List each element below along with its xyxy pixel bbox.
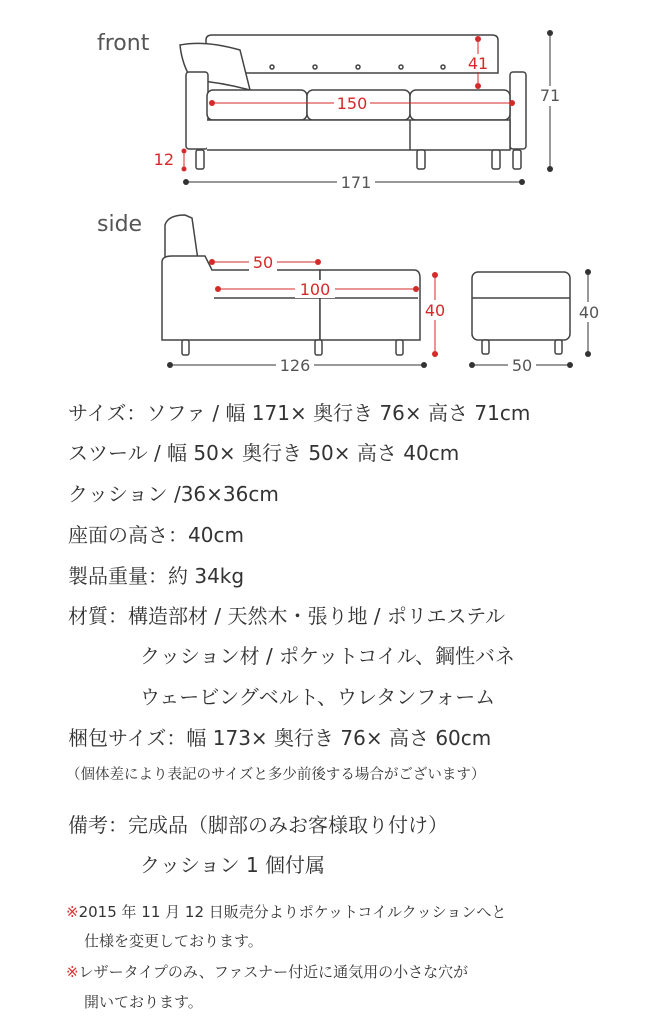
note-2 [66, 965, 468, 980]
tuft-button [313, 65, 317, 69]
front-leg [492, 150, 500, 169]
dim-seat-depth-top: 50 [252, 253, 274, 272]
dim-seat-width: 150 [336, 94, 368, 113]
spec-stool: スツール / 幅 50× 奥行き 50× 高さ 40cm [68, 441, 460, 465]
front-backrest [206, 35, 498, 73]
front-base [207, 120, 510, 150]
dim-stool-width: 50 [511, 356, 533, 375]
note-2-cont: 開いております。 [84, 993, 203, 1011]
dim-dot [215, 286, 221, 292]
dim-dot [183, 179, 189, 185]
dim-dot [413, 286, 419, 292]
tuft-button [399, 65, 403, 69]
dim-dot [585, 351, 591, 357]
dim-dot [182, 149, 187, 154]
front-right-arm [510, 72, 526, 149]
note-1 [66, 905, 506, 920]
spec-size: サイズ：ソファ / 幅 171× 奥行き 76× 高さ 71cm [68, 401, 531, 425]
side-leg [182, 340, 189, 355]
dim-dot [475, 83, 481, 89]
front-left-arm [186, 72, 208, 149]
dim-total-height: 71 [539, 86, 561, 105]
spec-package-note: （個体差により表記のサイズと多少前後する場合がございます） [66, 767, 486, 783]
stool-leg [482, 340, 489, 354]
side-leg [396, 340, 403, 355]
note-mark: ※ [66, 903, 79, 921]
dim-back-height: 41 [467, 54, 489, 73]
tuft-button [441, 65, 445, 69]
tuft-button [356, 65, 360, 69]
dim-dot [567, 362, 573, 368]
dim-dot [167, 362, 173, 368]
spec-package: 梱包サイズ：幅 173× 奥行き 76× 高さ 60cm [68, 726, 492, 750]
dim-dot [585, 269, 591, 275]
dim-depth-total: 126 [279, 356, 311, 375]
dim-seat-depth: 100 [299, 280, 331, 299]
spec-material-line3: ウェービングベルト、ウレタンフォーム [140, 685, 496, 709]
stool-body [472, 272, 570, 340]
stool-leg [555, 340, 562, 354]
side-view-label: side [97, 212, 143, 237]
tuft-button [270, 65, 274, 69]
note-2-line1: レザータイプのみ、ファスナー付近に通気用の小さな穴が [78, 963, 469, 981]
dim-seat-height: 40 [424, 301, 446, 320]
front-leg [196, 150, 204, 169]
seat-cushion [410, 90, 510, 120]
dim-dot [547, 30, 553, 36]
note-1-line1: 2015 年 11 月 12 日販売分よりポケットコイルクッションへと [78, 903, 507, 921]
spec-seat-height: 座面の高さ：40cm [68, 523, 244, 547]
seat-cushion [207, 90, 307, 120]
front-leg [513, 150, 521, 169]
spec-weight: 製品重量：約 34kg [68, 564, 245, 588]
side-leg [315, 340, 322, 355]
dim-stool-height: 40 [578, 303, 600, 322]
dim-dot [432, 351, 438, 357]
dim-dot [315, 259, 321, 265]
sofa-dimension-diagram [0, 0, 656, 380]
dim-dot [209, 100, 215, 106]
spec-remarks-line2: クッション 1 個付属 [140, 853, 326, 877]
dim-dot [432, 272, 438, 278]
dim-dot [421, 362, 427, 368]
dim-dot [509, 100, 515, 106]
dim-dot [209, 259, 215, 265]
spec-material-line2: クッション材 / ポケットコイル、鋼性バネ [140, 644, 516, 668]
spec-remarks: 備考：完成品（脚部のみお客様取り付け） [68, 813, 448, 837]
spec-cushion: クッション /36×36cm [68, 482, 279, 506]
spec-material: 材質：構造部材 / 天然木・張り地 / ポリエステル [68, 604, 506, 628]
note-1-cont: 仕様を変更しております。 [84, 932, 263, 950]
dim-dot [475, 36, 481, 42]
dim-leg-height: 12 [153, 150, 174, 169]
dim-dot [547, 166, 553, 172]
dim-dot [469, 362, 475, 368]
front-leg [417, 150, 425, 169]
dim-dot [519, 179, 525, 185]
dim-total-width: 171 [340, 173, 372, 192]
side-backrest [165, 215, 198, 260]
dim-dot [182, 167, 187, 172]
front-view-label: front [97, 31, 150, 56]
note-mark: ※ [66, 963, 79, 981]
